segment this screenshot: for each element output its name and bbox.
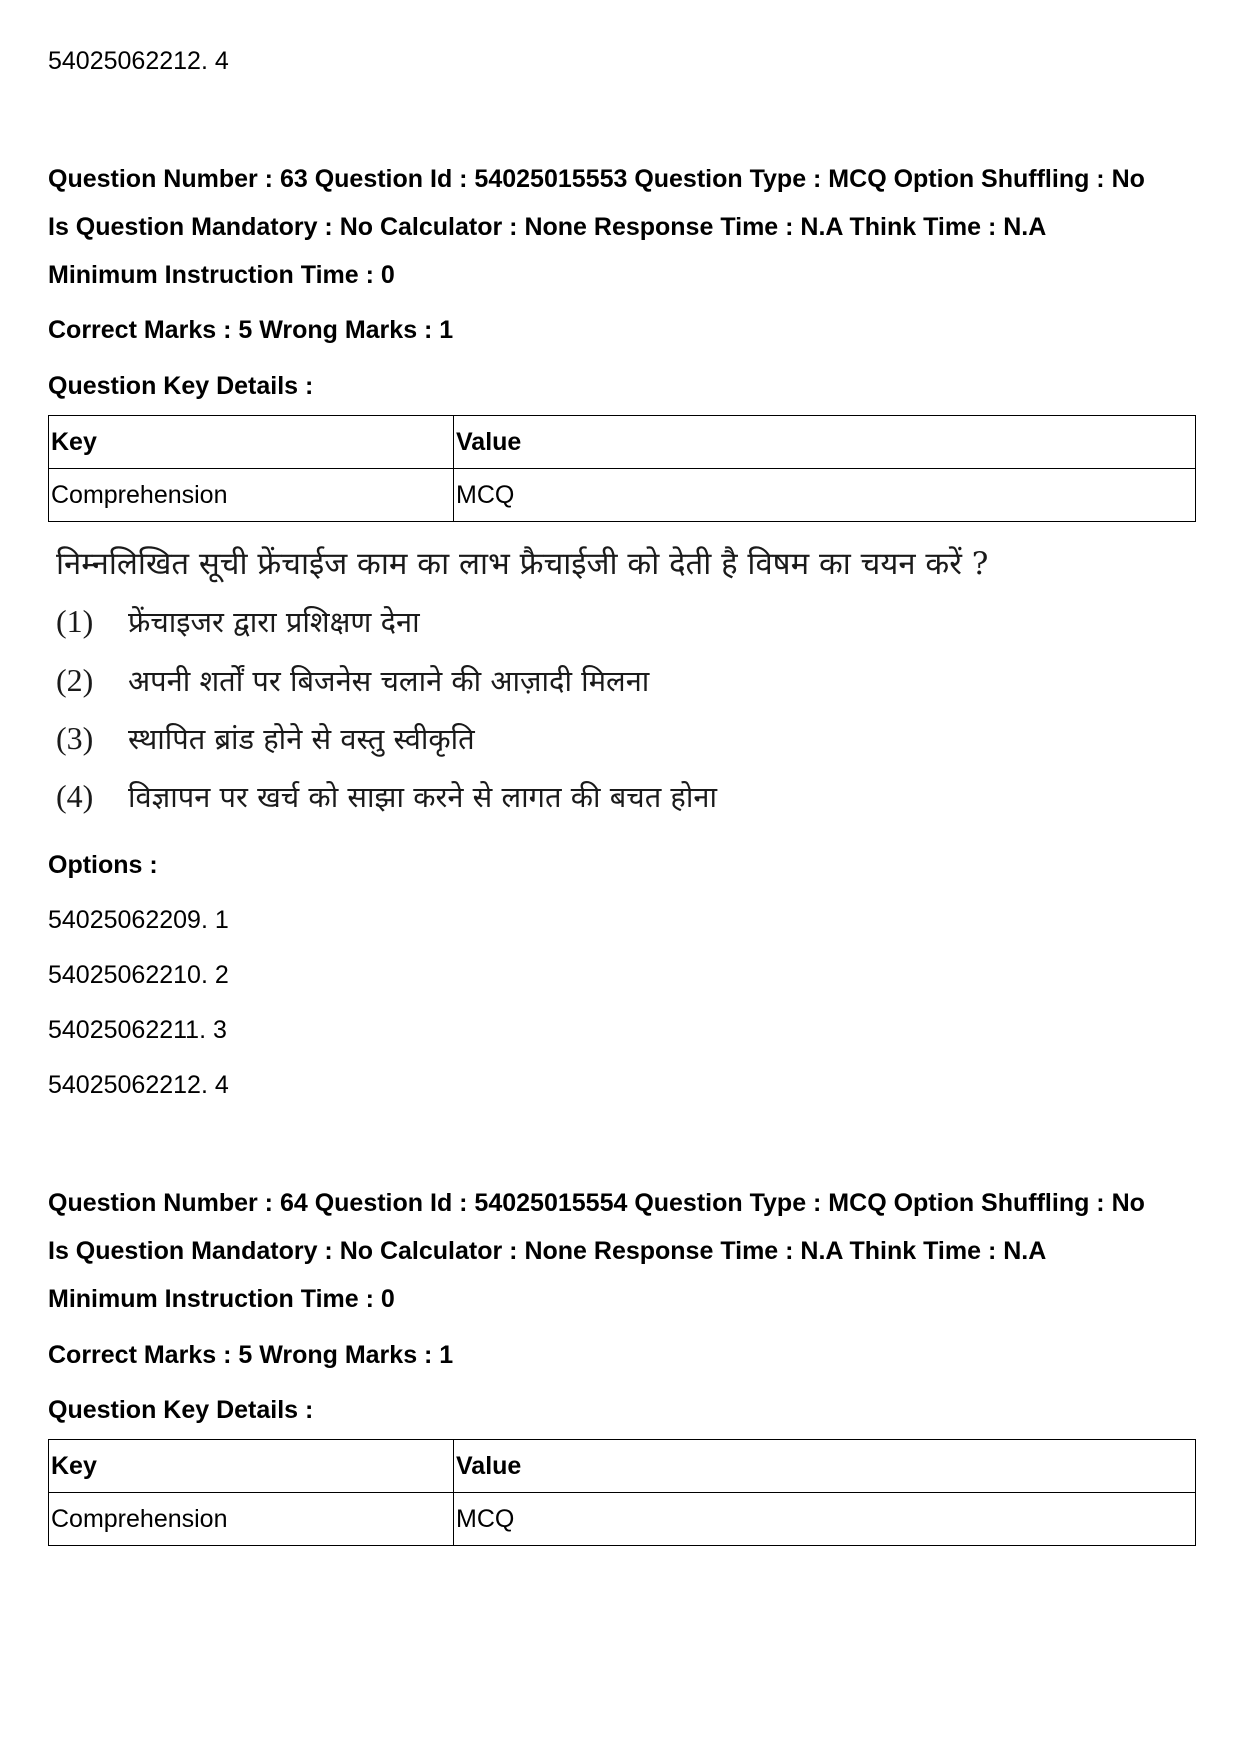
option-item: 54025062209. 1 bbox=[48, 906, 229, 934]
previous-option-item: 54025062212. 4 bbox=[48, 47, 229, 75]
statement-4-number: (4) bbox=[56, 778, 94, 814]
table-header-key: Key bbox=[49, 416, 454, 469]
table-header-value: Value bbox=[454, 1440, 1196, 1493]
table-header-value: Value bbox=[454, 416, 1196, 469]
question-63-key-table bbox=[48, 415, 1196, 522]
question-64-header-line1: Question Number : 64 Question Id : 54025015554 Question Type : MCQ Option Shuffling : No bbox=[48, 1189, 1145, 1217]
question-63-marks: Correct Marks : 5 Wrong Marks : 1 bbox=[48, 316, 454, 344]
statement-1 bbox=[56, 602, 420, 641]
table-row bbox=[49, 469, 1196, 522]
statement-1-number: (1) bbox=[56, 603, 94, 639]
table-row bbox=[49, 1493, 1196, 1546]
option-item: 54025062211. 3 bbox=[48, 1016, 227, 1044]
option-item: 54025062210. 2 bbox=[48, 961, 229, 989]
table-header-row bbox=[49, 1440, 1196, 1493]
table-cell-value: MCQ bbox=[454, 469, 1196, 522]
table-cell-value: MCQ bbox=[454, 1493, 1196, 1546]
statement-3-number: (3) bbox=[56, 720, 94, 756]
question-63-key-details-label: Question Key Details : bbox=[48, 372, 314, 400]
statement-2-text: अपनी शर्तों पर बिजनेस चलाने की आज़ादी मिलना bbox=[128, 664, 650, 698]
table-header-key: Key bbox=[49, 1440, 454, 1493]
table-header-row bbox=[49, 416, 1196, 469]
question-64-key-table bbox=[48, 1439, 1196, 1546]
statement-2-number: (2) bbox=[56, 662, 94, 698]
question-63-options-label: Options : bbox=[48, 851, 158, 879]
statement-1-text: फ्रेंचाइजर द्वारा प्रशिक्षण देना bbox=[128, 605, 420, 639]
question-63-header-line3: Minimum Instruction Time : 0 bbox=[48, 261, 395, 289]
question-63-header-line1: Question Number : 63 Question Id : 54025015553 Question Type : MCQ Option Shuffling : No bbox=[48, 165, 1145, 193]
table-cell-key: Comprehension bbox=[49, 469, 454, 522]
question-63-text: निम्नलिखित सूची फ्रेंचाईज काम का लाभ फ्रैचाईजी को देती है विषम का चयन करें ? bbox=[56, 546, 989, 582]
statement-4-text: विज्ञापन पर खर्च को साझा करने से लागत की बचत होना bbox=[128, 780, 717, 814]
question-64-key-details-label: Question Key Details : bbox=[48, 1396, 314, 1424]
table-cell-key: Comprehension bbox=[49, 1493, 454, 1546]
option-item: 54025062212. 4 bbox=[48, 1071, 229, 1099]
question-64-header-line2: Is Question Mandatory : No Calculator : None Response Time : N.A Think Time : N.A bbox=[48, 1237, 1047, 1265]
statement-2 bbox=[56, 661, 649, 700]
statement-3-text: स्थापित ब्रांड होने से वस्तु स्वीकृति bbox=[128, 722, 475, 756]
question-63-scanned-text bbox=[56, 538, 989, 838]
question-63-header-line2: Is Question Mandatory : No Calculator : None Response Time : N.A Think Time : N.A bbox=[48, 213, 1047, 241]
question-64-header-line3: Minimum Instruction Time : 0 bbox=[48, 1285, 395, 1313]
statement-4 bbox=[56, 777, 717, 816]
question-64-marks: Correct Marks : 5 Wrong Marks : 1 bbox=[48, 1341, 454, 1369]
statement-3 bbox=[56, 719, 475, 758]
